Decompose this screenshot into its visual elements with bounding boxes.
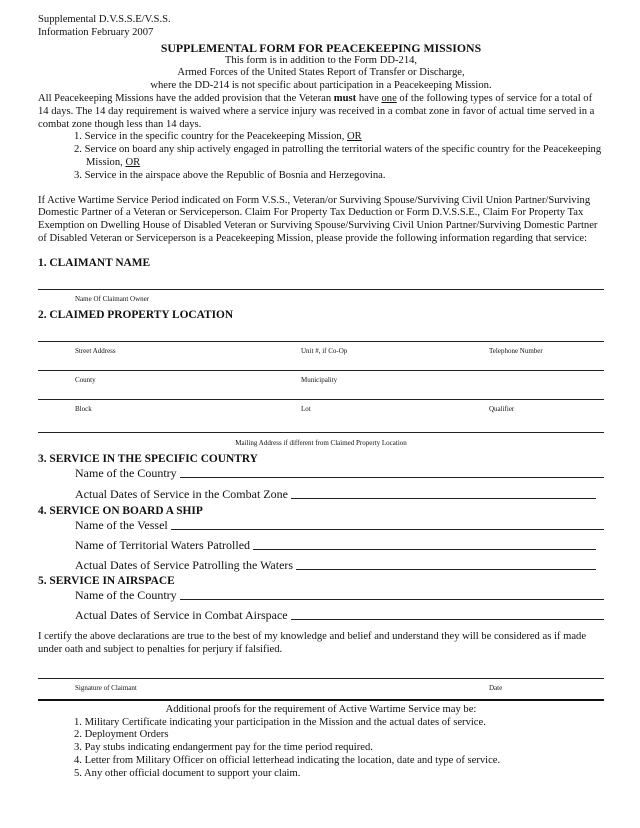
certification-text: I certify the above declarations are true to the best of my knowledge and belief and understand they will be considered as if made under oath and subject to penalties for perjury if falsified. [38, 630, 587, 655]
subtitle-line-2: Armed Forces of the United States Report of Transfer or Discharge, [177, 67, 465, 79]
form-code: Supplemental D.V.S.S.E/V.S.S. [38, 14, 171, 25]
section-2-title: 2. CLAIMED PROPERTY LOCATION [38, 308, 234, 321]
claimant-name-line[interactable] [38, 289, 604, 290]
territorial-waters-field[interactable]: Name of Territorial Waters Patrolled [75, 538, 596, 552]
instructions-paragraph: If Active Wartime Service Period indicated on Form V.S.S., Veteran/or Surviving Spouse/Surviving Civil Union Partner/Surviving Domestic Partner of a Veteran or Serviceperson. Claim For Property Tax Deduction or Form D.V.S.S.E., Claim For Property Tax Exemption on Dwelling House of Disabled Veteran or Surviving Spouse/Surviving Civil Union Partner/Surviving Domestic Partner of Disabled Veteran or Serviceperson is a Peacekeeping Mission, please provide the following information regarding that service: [38, 194, 598, 244]
intro-paragraph: All Peacekeeping Missions have the added provision that the Veteran must have one of the following types of service for a total of 14 days. The 14 day requirement is waived where a service injury was received in a combat zone in favor of actual time served in a combat zone though less than 14 days. [38, 92, 595, 130]
patrol-dates-field[interactable]: Actual Dates of Service Patrolling the Waters [75, 558, 596, 572]
form-title: SUPPLEMENTAL FORM FOR PEACEKEEPING MISSIONS [160, 40, 482, 55]
list-item: 3. Pay stubs indicating endangerment pay for the time period required. [74, 742, 373, 754]
proofs-list [74, 717, 604, 781]
section-5-title: 5. SERVICE IN AIRSPACE [38, 574, 175, 587]
mailing-address-caption: Mailing Address if different from Claimed Property Location [235, 439, 407, 448]
vessel-name-field[interactable]: Name of the Vessel [75, 518, 604, 532]
date-caption: Date [489, 683, 503, 692]
form-date: Information February 2007 [38, 26, 154, 38]
signature-caption: Signature of Claimant [75, 683, 137, 692]
list-item: 4. Letter from Military Officer on official letterhead indicating the location, date and type of service. [74, 754, 501, 766]
country-field[interactable]: Name of the Country [75, 466, 604, 480]
mailing-address-line[interactable] [38, 432, 604, 433]
form-page [38, 14, 604, 781]
subtitle-line-3: where the DD-214 is not specific about participation in a Peacekeeping Mission. [150, 80, 492, 92]
block-captions-row: Block Lot Qualifier [75, 405, 515, 414]
service-types-list [74, 131, 604, 182]
signature-line[interactable] [38, 678, 604, 679]
section-1-title: 1. CLAIMANT NAME [38, 256, 151, 269]
one-emphasis: one [381, 92, 397, 104]
divider [38, 699, 604, 701]
airspace-country-field[interactable]: Name of the Country [75, 588, 604, 602]
list-item: 5. Any other official document to support your claim. [74, 767, 301, 779]
section-4-title: 4. SERVICE ON BOARD A SHIP [38, 505, 203, 518]
proofs-section [38, 704, 604, 781]
section-3-title: 3. SERVICE IN THE SPECIFIC COUNTRY [38, 453, 258, 466]
list-item: 2. Service on board any ship actively engaged in patrolling the territorial waters of the specific country for the Peacekeeping Mission, OR [74, 144, 602, 168]
must-emphasis: must [333, 92, 357, 104]
list-item: 1. Military Certificate indicating your participation in the Mission and the actual dates of service. [74, 716, 486, 728]
address-captions-row: Street Address Unit #, if Co-Op Telephone Number [75, 347, 543, 356]
proofs-heading: Additional proofs for the requirement of Active Wartime Service may be: [165, 703, 477, 715]
subtitle-line-1: This form is in addition to the Form DD-214, [224, 54, 418, 66]
list-item: 3. Service in the airspace above the Republic of Bosnia and Herzegovina. [74, 169, 386, 181]
list-item: 2. Deployment Orders [74, 729, 169, 741]
airspace-dates-field[interactable]: Actual Dates of Service in Combat Airspace [75, 608, 604, 622]
county-captions-row: County Municipality [75, 376, 338, 385]
block-line[interactable] [38, 399, 604, 400]
street-address-line[interactable] [38, 341, 604, 342]
signature-captions-row [38, 684, 604, 696]
county-line[interactable] [38, 370, 604, 371]
list-item: 1. Service in the specific country for the Peacekeeping Mission, OR [74, 131, 362, 143]
combat-zone-dates-field[interactable]: Actual Dates of Service in the Combat Zone [75, 487, 596, 501]
claimant-name-caption: Name Of Claimant Owner [75, 294, 150, 303]
